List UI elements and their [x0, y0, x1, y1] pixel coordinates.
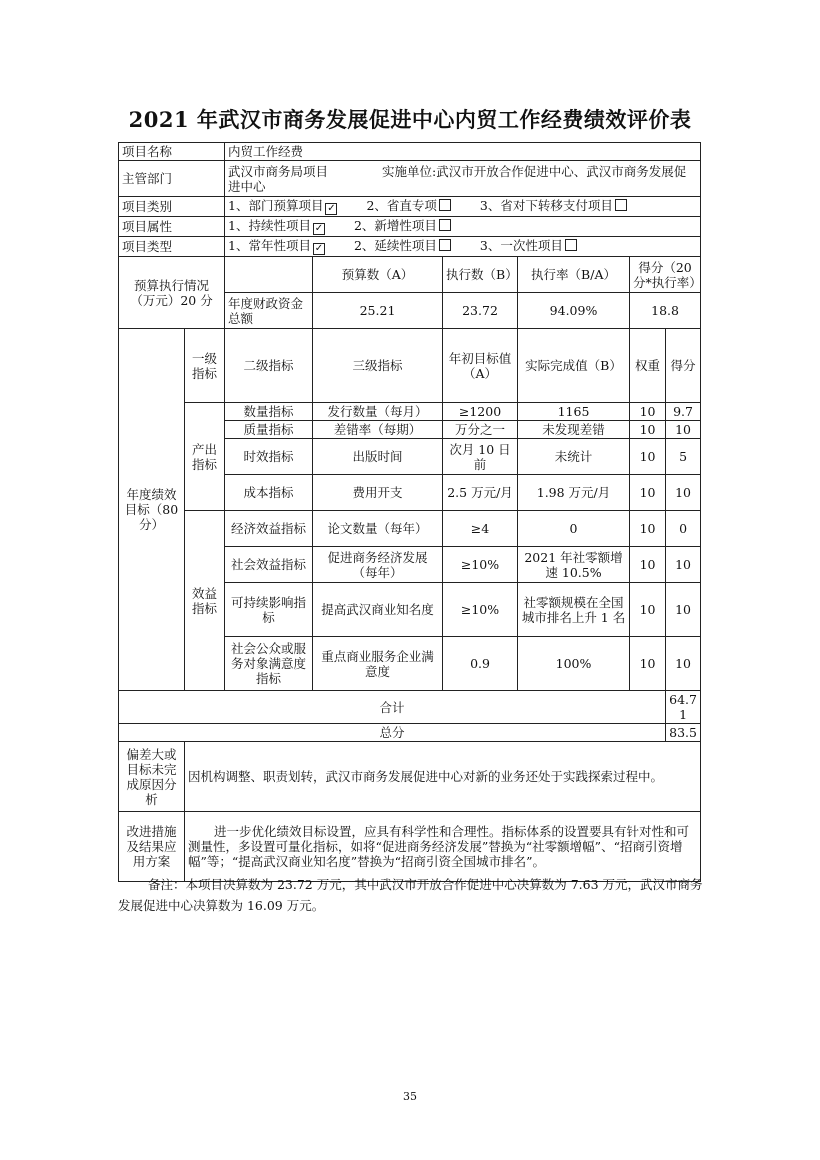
header-level1: 一级指标: [185, 329, 225, 403]
table-row-score: 0: [666, 511, 701, 547]
table-row-score: 10: [666, 421, 701, 439]
type-label: 项目类型: [119, 237, 225, 257]
table-row-target: ≥1200: [443, 403, 518, 421]
table-row-l3: 出版时间: [313, 439, 443, 475]
benefit-group-label: 效益指标: [185, 511, 225, 691]
header-level2: 二级指标: [225, 329, 313, 403]
table-row-target: ≥10%: [443, 583, 518, 637]
dept-value: 武汉市商务局项目: [228, 163, 329, 179]
table-row-l3: 重点商业服务企业满意度: [313, 637, 443, 691]
budget-label: 预算执行情况（万元）20 分: [119, 257, 225, 329]
project-name-label: 项目名称: [119, 143, 225, 161]
budget-row-label: 年度财政资金总额: [225, 293, 313, 329]
attr-option-1: 1、持续性项目: [228, 218, 311, 233]
type-option-1: 1、常年性项目: [228, 238, 311, 253]
header-target: 年初目标值（A）: [443, 329, 518, 403]
budget-col-score: 得分（20 分*执行率）: [630, 257, 701, 293]
table-row-actual: 2021 年社零额增速 10.5%: [518, 547, 630, 583]
table-row-target: 次月 10 日前: [443, 439, 518, 475]
table-row-l2: 质量指标: [225, 421, 313, 439]
table-row-weight: 10: [630, 583, 666, 637]
table-row-score: 5: [666, 439, 701, 475]
table-row-l3: 促进商务经济发展（每年）: [313, 547, 443, 583]
table-row-weight: 10: [630, 547, 666, 583]
table-row-l2: 社会效益指标: [225, 547, 313, 583]
impl-label: 实施单位:: [382, 163, 437, 179]
table-row-score: 10: [666, 583, 701, 637]
budget-col-budget: 预算数（A）: [313, 257, 443, 293]
improve-text: 进一步优化绩效目标设置，应具有科学性和合理性。指标体系的设置要具有针对性和可测量性，多设置可量化指标，如将“促进商务经济发展”替换为“社零额增幅”、“招商引资增幅”等；“提高武汉商业知名度”替换为“招商引资全国城市排名”。: [185, 812, 701, 882]
page-title: 2021 年武汉市商务发展促进中心内贸工作经费绩效评价表: [128, 107, 692, 132]
table-row-l3: 论文数量（每年）: [313, 511, 443, 547]
unchecked-box-icon: [615, 199, 627, 211]
budget-value: 25.21: [313, 293, 443, 329]
dept-cell: [225, 161, 701, 197]
project-name-value: 内贸工作经费: [225, 143, 701, 161]
attr-options: [225, 217, 701, 237]
table-row-score: 9.7: [666, 403, 701, 421]
table-row-actual: 未发现差错: [518, 421, 630, 439]
table-row-l2: 成本指标: [225, 475, 313, 511]
total-value: 83.5: [666, 724, 701, 742]
attr-option-2: 2、新增性项目: [353, 218, 437, 233]
table-row-target: 万分之一: [443, 421, 518, 439]
evaluation-table: [118, 142, 701, 882]
impl-value: 武汉市开放合作促进中心、武汉市商务发展促进中心: [228, 163, 687, 194]
budget-empty-header: [225, 257, 313, 293]
table-row-score: 10: [666, 637, 701, 691]
table-row-target: ≥10%: [443, 547, 518, 583]
header-score: 得分: [666, 329, 701, 403]
remark-note: 备注：本项目决算数为 23.72 万元，其中武汉市开放合作促进中心决算数为 7.63 万元，武汉市商务发展促进中心决算数为 16.09 万元。: [118, 877, 703, 913]
budget-col-rate: 执行率（B/A）: [518, 257, 630, 293]
unchecked-box-icon: [565, 239, 577, 251]
table-row-actual: 0: [518, 511, 630, 547]
table-row-actual: 社零额规模在全国城市排名上升 1 名: [518, 583, 630, 637]
table-row-actual: 100%: [518, 637, 630, 691]
table-row-l2: 时效指标: [225, 439, 313, 475]
table-row-weight: 10: [630, 403, 666, 421]
category-option-3: 3、省对下转移支付项目: [479, 198, 613, 213]
table-row-l3: 提高武汉商业知名度: [313, 583, 443, 637]
header-weight: 权重: [630, 329, 666, 403]
type-options: [225, 237, 701, 257]
header-level3: 三级指标: [313, 329, 443, 403]
table-row-weight: 10: [630, 475, 666, 511]
table-row-actual: 未统计: [518, 439, 630, 475]
table-row-target: ≥4: [443, 511, 518, 547]
category-label: 项目类别: [119, 197, 225, 217]
budget-score-value: 18.8: [630, 293, 701, 329]
type-option-2: 2、延续性项目: [353, 238, 437, 253]
budget-col-exec: 执行数（B）: [443, 257, 518, 293]
table-row-l2: 可持续影响指标: [225, 583, 313, 637]
page-number: 35: [403, 1090, 417, 1103]
attr-label: 项目属性: [119, 217, 225, 237]
header-actual: 实际完成值（B）: [518, 329, 630, 403]
deviation-text: 因机构调整、职责划转，武汉市商务发展促进中心对新的业务还处于实践探索过程中。: [185, 742, 701, 812]
table-row-weight: 10: [630, 511, 666, 547]
table-row-l2: 社会公众或服务对象满意度指标: [225, 637, 313, 691]
perf-label: 年度绩效目标（80 分）: [119, 329, 185, 691]
table-row-weight: 10: [630, 637, 666, 691]
total-label: 总分: [119, 724, 666, 742]
table-row-target: 2.5 万元/月: [443, 475, 518, 511]
deviation-label: 偏差大或目标未完成原因分析: [119, 742, 185, 812]
table-row-actual: 1.98 万元/月: [518, 475, 630, 511]
table-row-actual: 1165: [518, 403, 630, 421]
rate-value: 94.09%: [518, 293, 630, 329]
checked-box-icon: ✓: [314, 243, 324, 254]
exec-value: 23.72: [443, 293, 518, 329]
table-row-target: 0.9: [443, 637, 518, 691]
unchecked-box-icon: [439, 219, 451, 231]
type-option-3: 3、一次性项目: [479, 238, 563, 253]
table-row-l3: 差错率（每期）: [313, 421, 443, 439]
category-option-1: 1、部门预算项目: [228, 198, 324, 213]
checked-box-icon: ✓: [314, 223, 324, 234]
table-row-l2: 经济效益指标: [225, 511, 313, 547]
checked-box-icon: ✓: [327, 203, 336, 214]
table-row-weight: 10: [630, 421, 666, 439]
table-row-score: 10: [666, 547, 701, 583]
output-group-label: 产出指标: [185, 403, 225, 511]
category-options: [225, 197, 701, 217]
dept-label: 主管部门: [119, 161, 225, 197]
subtotal-label: 合计: [119, 691, 666, 724]
unchecked-box-icon: [439, 199, 451, 211]
table-row-l3: 发行数量（每月）: [313, 403, 443, 421]
improve-label: 改进措施及结果应用方案: [119, 812, 185, 882]
table-row-l3: 费用开支: [313, 475, 443, 511]
category-option-2: 2、省直专项: [366, 198, 437, 213]
table-row-weight: 10: [630, 439, 666, 475]
subtotal-value: 64.71: [666, 691, 701, 724]
unchecked-box-icon: [439, 239, 451, 251]
table-row-l2: 数量指标: [225, 403, 313, 421]
table-row-score: 10: [666, 475, 701, 511]
